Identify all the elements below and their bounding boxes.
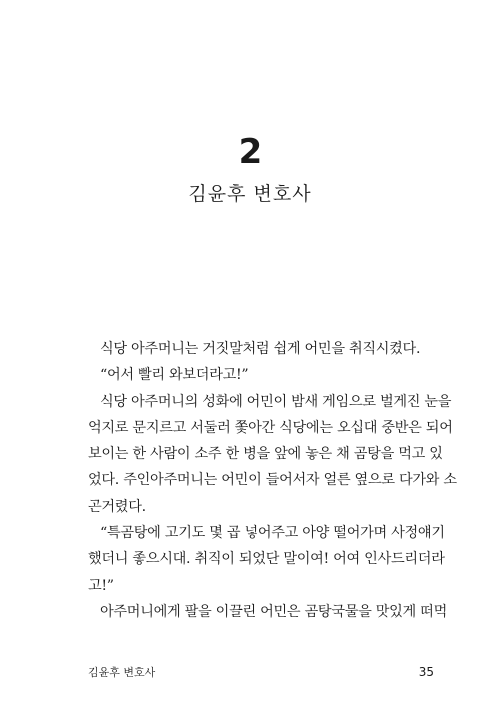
text-line: “어서 빨리 와보더라고!” bbox=[100, 367, 249, 384]
text-line: 했더니 좋으시대. 취직이 되었단 말이여! 어여 인사드리더라 bbox=[88, 551, 445, 568]
chapter-title: 김윤후 변호사 bbox=[188, 183, 312, 205]
text-line: 었다. 주인아주머니는 어민이 들어서자 얼른 옆으로 다가와 소 bbox=[88, 472, 457, 489]
text-line: 고!” bbox=[88, 577, 114, 594]
text-line: 억지로 문지르고 서둘러 쫓아간 식당에는 오십대 중반은 되어 bbox=[88, 419, 453, 436]
running-title: 김윤후 변호사 bbox=[88, 666, 156, 679]
text-line: “특곰탕에 고기도 몇 곱 넣어주고 아양 떨어가며 사정얘기 bbox=[100, 525, 445, 542]
chapter-number: 2 bbox=[238, 132, 262, 172]
text-line: 식당 아주머니는 거짓말처럼 쉽게 어민을 취직시켰다. bbox=[100, 341, 421, 357]
text-line: 식당 아주머니의 성화에 어민이 밤새 게임으로 벌게진 눈을 bbox=[100, 393, 452, 410]
text-line: 곤거렸다. bbox=[88, 498, 146, 515]
page-number: 35 bbox=[418, 665, 434, 679]
text-line: 보이는 한 사람이 소주 한 병을 앞에 놓은 채 곰탕을 먹고 있 bbox=[88, 446, 443, 463]
text-line: 아주머니에게 팔을 이끌린 어민은 곰탕국물을 맛있게 떠먹 bbox=[100, 603, 447, 620]
body-text bbox=[88, 336, 457, 625]
